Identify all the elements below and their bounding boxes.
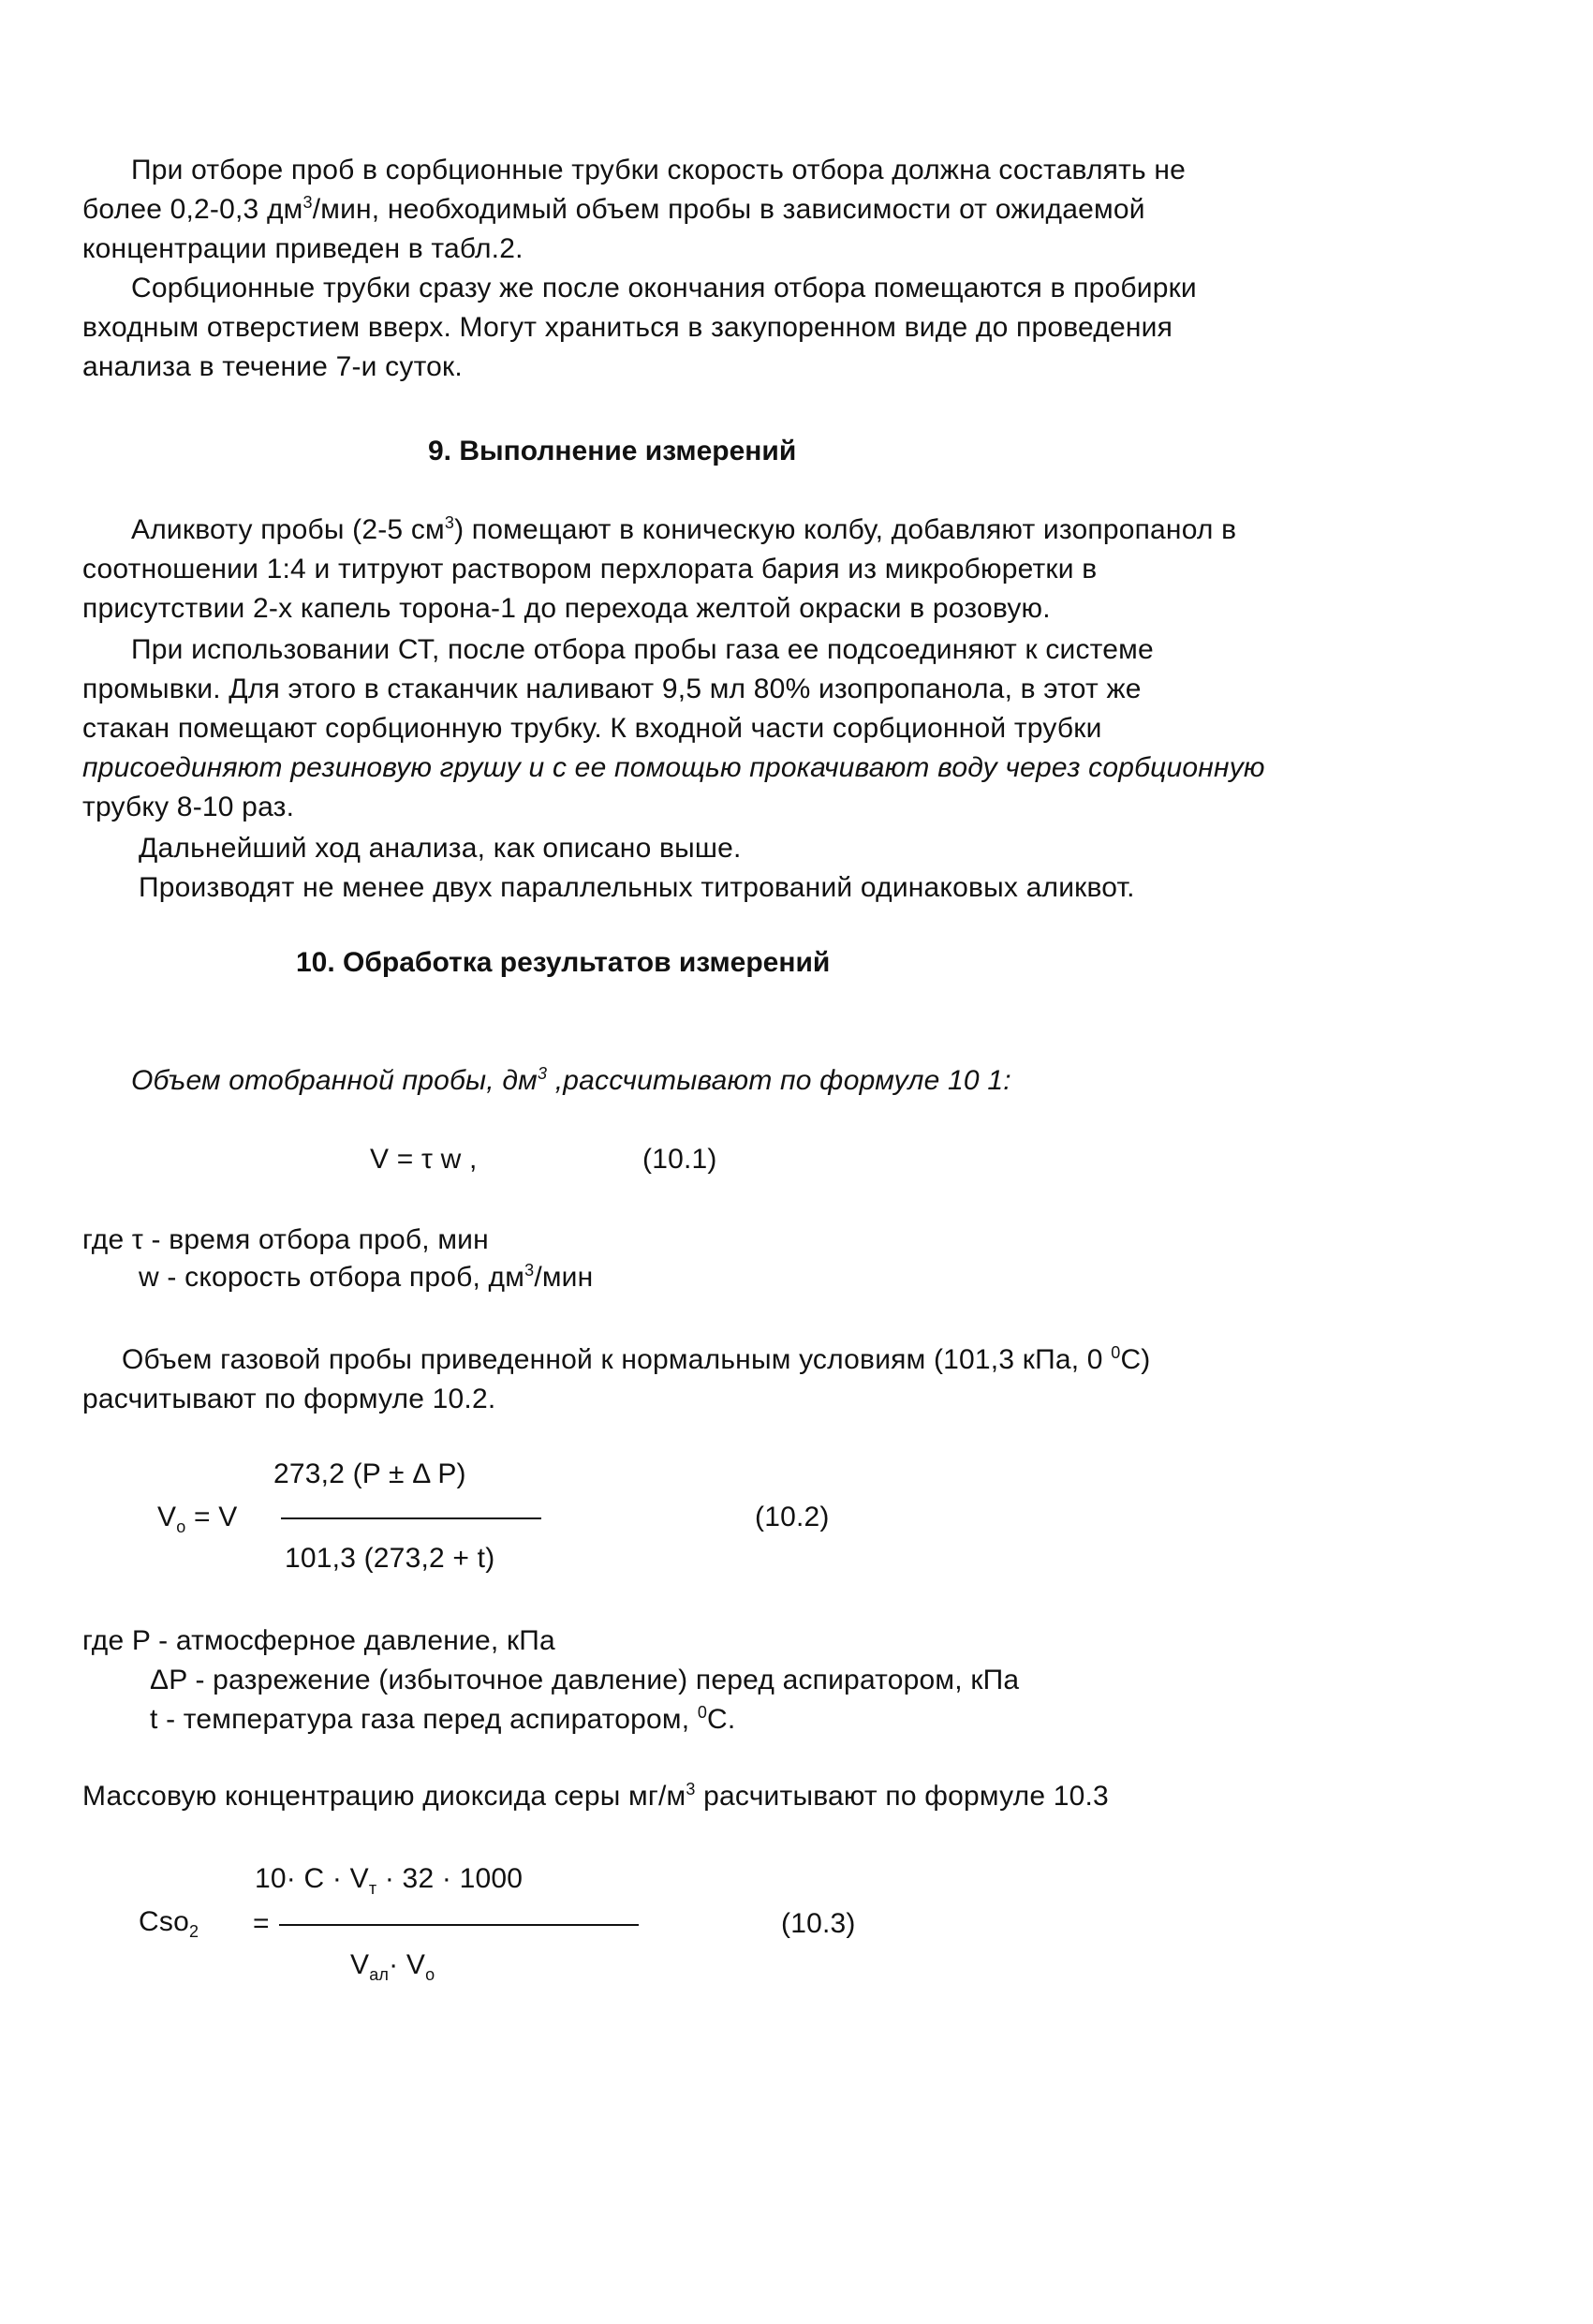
- mass-concentration-intro: Массовую концентрацию диоксида серы $мг/м^3$ расчитывают по формуле 10.3: [82, 1780, 1109, 1812]
- intro-p1-line2: более 0,2-0,3 $дм^3$/мин, необходимый объем пробы в зависимости от ожидаемой: [82, 193, 1145, 225]
- where2-line1: где P - атмосферное давление, кПа: [82, 1625, 555, 1656]
- formula-10-3-numerator: $10\cdot C \cdot V_т \cdot 32 \cdot 1000$: [255, 1863, 524, 1898]
- s9-p1-line1: Аликвоту пробы (2-5 $см^3$) помещают в коническую колбу, добавляют изопропанол в: [131, 513, 1237, 545]
- formula-10-1-number: (10.1): [642, 1144, 717, 1175]
- norm-line1: Объем газовой пробы приведенной к нормальным условиям (101,3 кПа, 0 $^0$С): [122, 1343, 1151, 1375]
- where2-line2: ΔP - разрежение (избыточное давление) перед аспиратором, кПа: [150, 1665, 1020, 1695]
- formula-10-2-numerator: 273,2 (P ± Δ P): [273, 1458, 466, 1489]
- formula-10-2-denominator: 101,3 (273,2 + t): [285, 1543, 495, 1574]
- where1-line2: w - скорость отбора проб, $дм^3$/мин: [139, 1261, 594, 1293]
- s9-p3: Дальнейший ход анализа, как описано выше.: [139, 833, 742, 864]
- s10-volume-intro: Объем отобранной пробы, $дм^3$ ,рассчитывают по формуле 10 1:: [131, 1064, 1011, 1096]
- formula-10-3-fraction-bar: [279, 1924, 639, 1926]
- formula-10-3-denominator: $V_{ал}\cdot V_о$: [350, 1949, 435, 1984]
- s9-p1-line2: соотношении 1:4 и титруют раствором перхлората бария из микробюретки в: [82, 554, 1098, 585]
- intro-p2-line2: входным отверстием вверх. Могут храниться в закупоренном виде до проведения: [82, 312, 1173, 343]
- where2-line3: t - температура газа перед аспиратором, $^0$С.: [150, 1703, 736, 1735]
- s9-p4: Производят не менее двух параллельных титрований одинаковых аликвот.: [139, 872, 1135, 903]
- formula-10-2-fraction-bar: [281, 1517, 541, 1519]
- s9-p2-line4: присоединяют резиновую грушу и с ее помощью прокачивают воду через сорбционную: [82, 752, 1265, 783]
- formula-10-3-equals: =: [253, 1908, 270, 1939]
- s9-p2-line2: промывки. Для этого в стаканчик наливают 9,5 мл 80% изопропанола, в этот же: [82, 674, 1142, 704]
- section10-heading: 10. Обработка результатов измерений: [296, 947, 831, 978]
- s9-p2-line5: трубку 8-10 раз.: [82, 792, 295, 822]
- intro-p1-line3: концентрации приведен в табл.2.: [82, 233, 524, 264]
- formula-10-3-number: (10.3): [781, 1908, 856, 1939]
- where1-line1: где τ - время отбора проб, мин: [82, 1224, 489, 1255]
- s9-p2-line3: стакан помещают сорбционную трубку. К входной части сорбционной трубки: [82, 713, 1102, 744]
- formula-10-2-number: (10.2): [755, 1502, 830, 1532]
- formula-10-1: V = τ w ,: [370, 1144, 478, 1175]
- s9-p2-line1: При использовании СТ, после отбора пробы газа ее подсоединяют к системе: [131, 634, 1154, 665]
- intro-p2-line1: Сорбционные трубки сразу же после окончания отбора помещаются в пробирки: [131, 273, 1197, 303]
- norm-line2: расчитывают по формуле 10.2.: [82, 1384, 496, 1414]
- intro-p2-line3: анализа в течение 7-и суток.: [82, 351, 463, 382]
- s9-p1-line3: присутствии 2-х капель торона-1 до перехода желтой окраски в розовую.: [82, 593, 1051, 624]
- section9-heading: 9. Выполнение измерений: [428, 436, 797, 466]
- formula-10-3-lhs: Cso$_2$: [139, 1906, 199, 1941]
- formula-10-2-lhs: $V_о = V$: [157, 1502, 238, 1536]
- intro-p1-line1: При отборе проб в сорбционные трубки скорость отбора должна составлять не: [131, 155, 1187, 185]
